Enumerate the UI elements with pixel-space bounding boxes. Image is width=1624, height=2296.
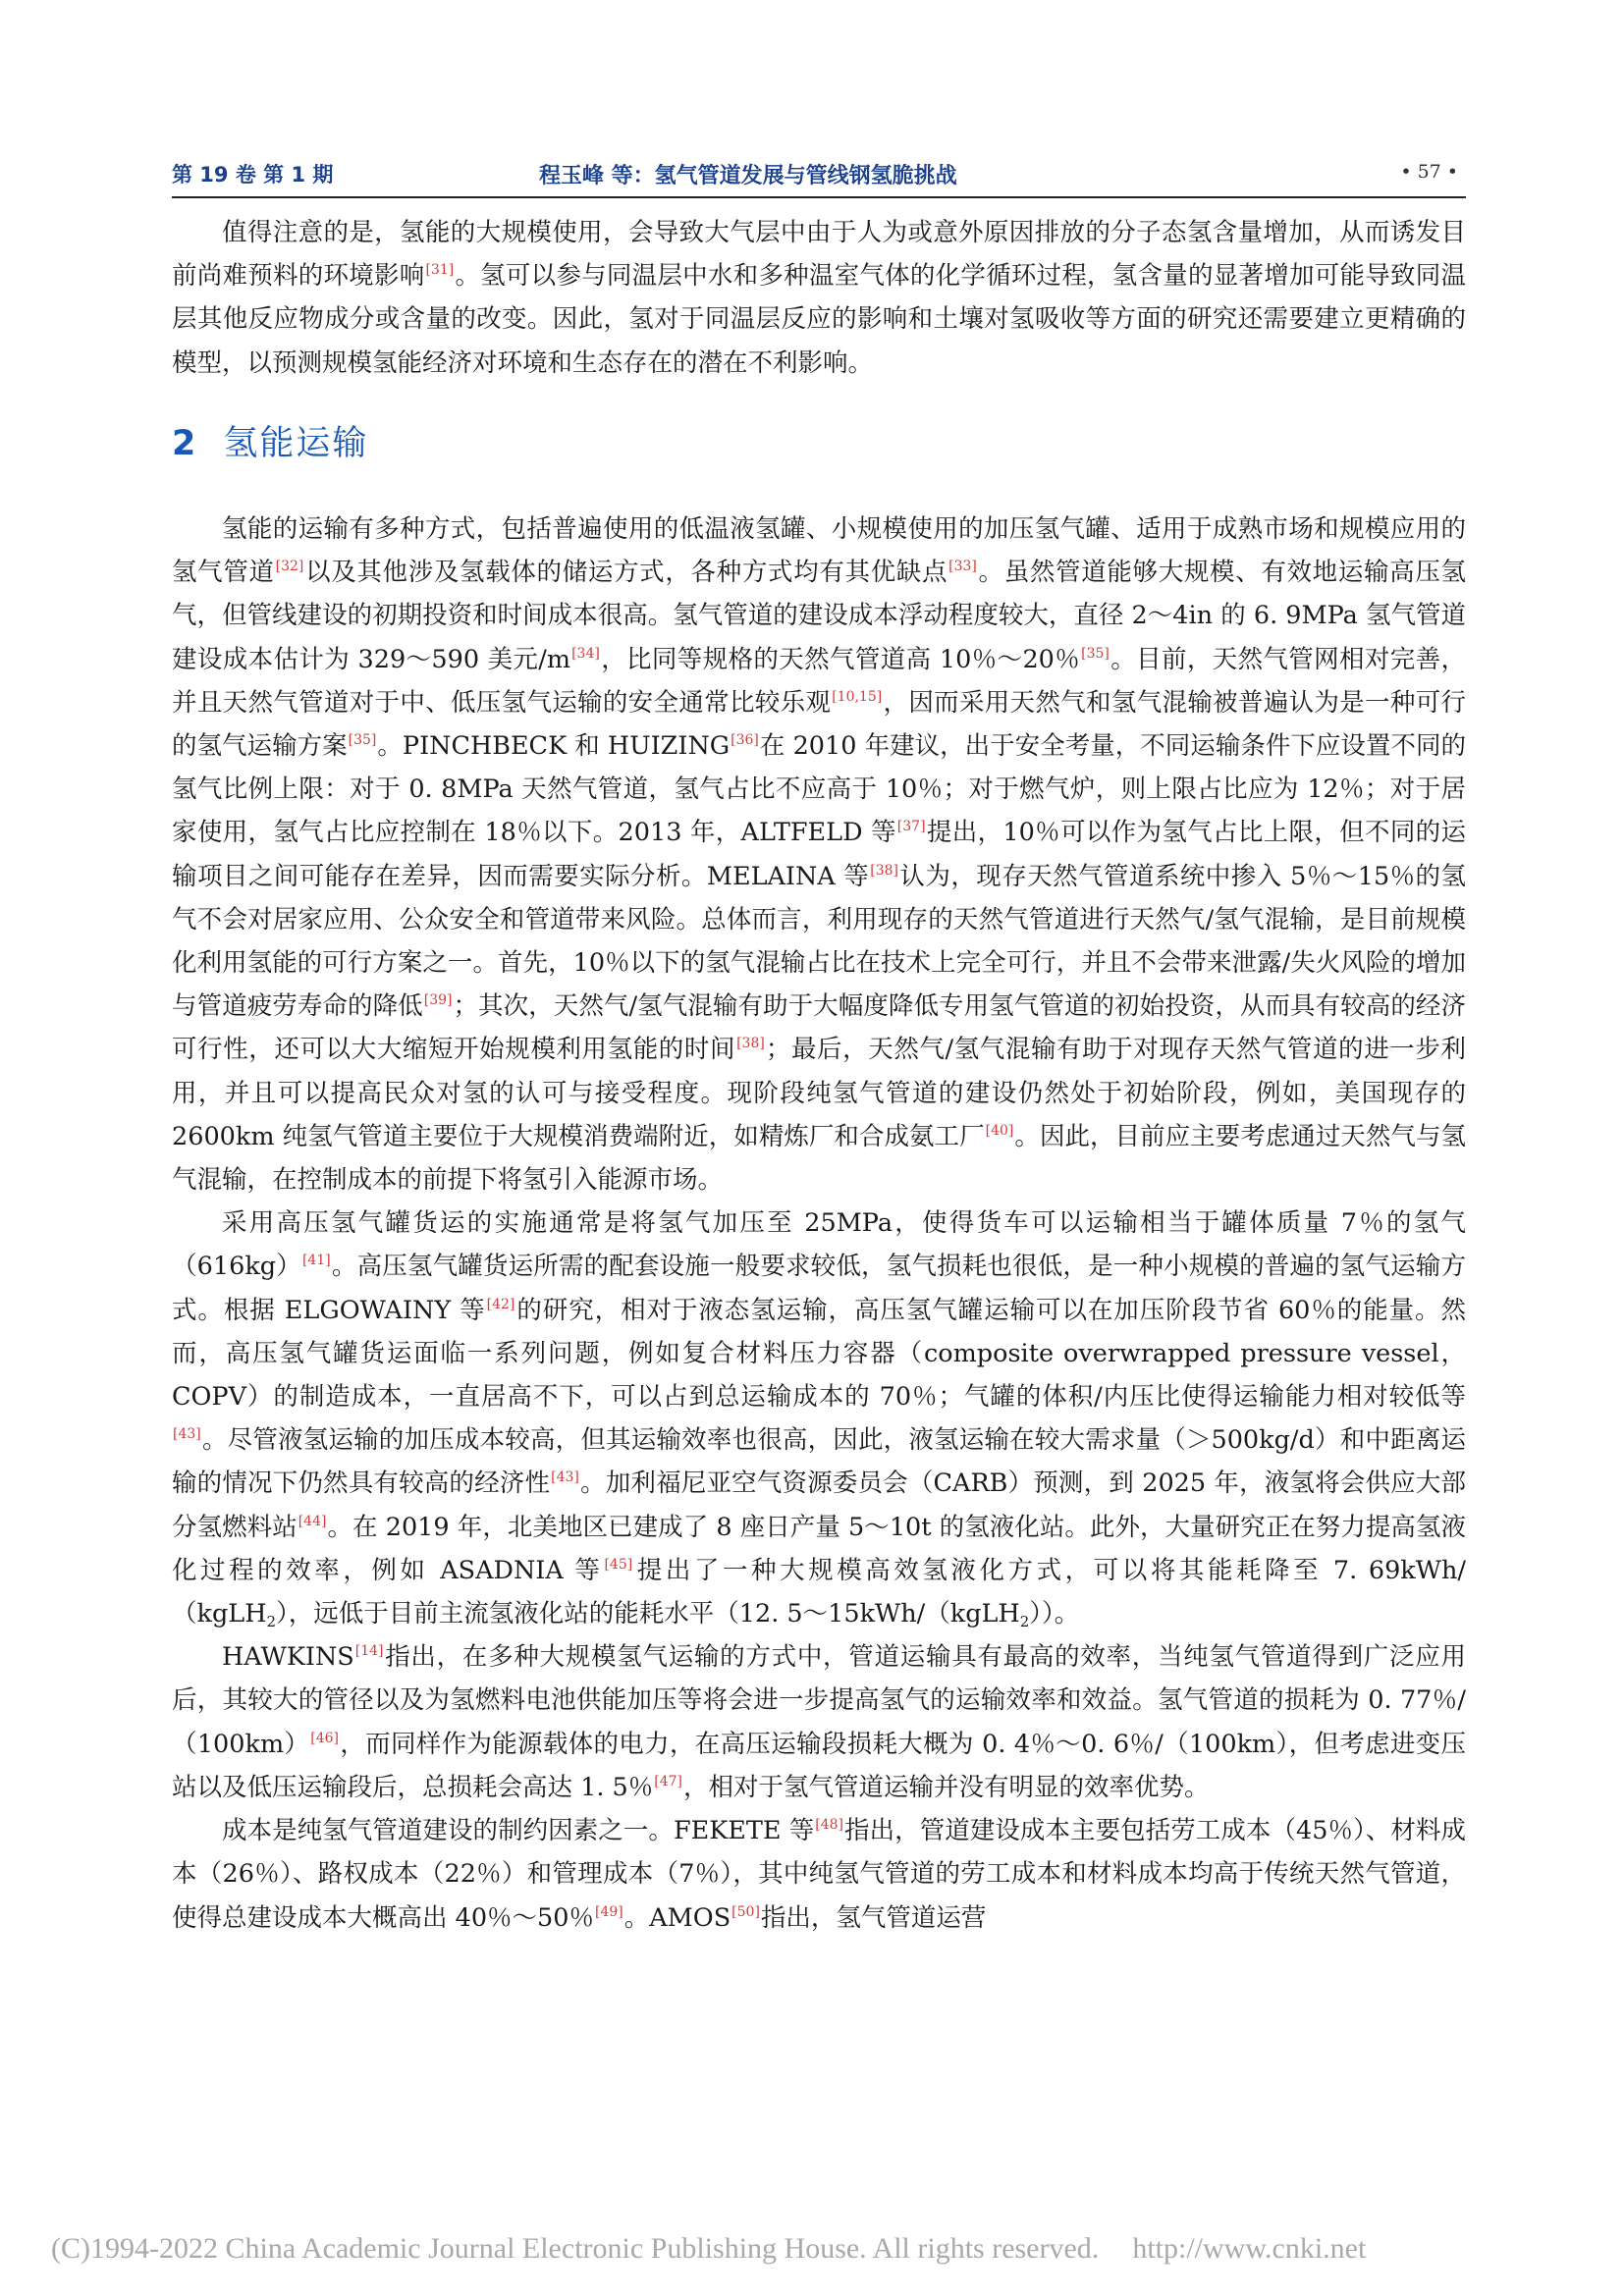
text-run: 。PINCHBECK 和 HUIZING bbox=[377, 731, 731, 762]
citation-link[interactable]: [41] bbox=[301, 1253, 331, 1269]
footer-url: http://www.cnki.net bbox=[1132, 2232, 1367, 2265]
text-run: 成本是纯氢气管道建设的制约因素之一。FEKETE 等 bbox=[222, 1816, 815, 1846]
text-run: 。AMOS bbox=[623, 1902, 731, 1933]
text-run: 。目前，天然气管网相对完善，并且天然气管道对于中、低压氢气运输的安全通常比较乐观 bbox=[172, 644, 1466, 718]
copyright-text: (C)1994-2022 China Academic Journal Electronic Publishing House. All rights reserved. bbox=[51, 2232, 1100, 2265]
citation-link[interactable]: [36] bbox=[731, 732, 759, 749]
paragraph bbox=[172, 1201, 1466, 1635]
citation-link[interactable]: [10,15] bbox=[832, 688, 883, 705]
citation-link[interactable]: [31] bbox=[425, 262, 455, 279]
text-run: 提出了一种大规模高效氢液化方式，可以将其能耗降至 7. 69kWh/（kgLH bbox=[172, 1555, 1466, 1629]
text-run: 。高压氢气罐货运所需的配套设施一般要求较低，氢气损耗也很低，是一种小规模的普遍的氢气运输方式。根据 ELGOWAINY 等 bbox=[172, 1252, 1466, 1325]
citation-link[interactable]: [50] bbox=[731, 1903, 760, 1920]
journal-issue: 第 19 卷 第 1 期 bbox=[172, 163, 334, 187]
section-number: 2 bbox=[172, 424, 198, 463]
subscript: 2 bbox=[1019, 1613, 1030, 1631]
text-run: 氢能的运输有多种方式，包括普遍使用的低温液氢罐、小规模使用的加压氢气罐、适用于成熟市场和规模应用的氢气管道 bbox=[172, 514, 1466, 588]
citation-link[interactable]: [32] bbox=[275, 559, 304, 575]
page-number: • 57 • bbox=[1400, 161, 1458, 183]
citation-link[interactable]: [43] bbox=[173, 1426, 201, 1443]
citation-link[interactable]: [37] bbox=[896, 819, 926, 835]
citation-link[interactable]: [42] bbox=[486, 1296, 515, 1312]
citation-link[interactable]: [14] bbox=[354, 1643, 384, 1660]
text-run: 值得注意的是，氢能的大规模使用，会导致大气层中由于人为或意外原因排放的分子态氢含量增加，从而诱发目前尚难预料的环境影响 bbox=[172, 218, 1466, 292]
copyright-footer bbox=[51, 2232, 1583, 2266]
paragraph bbox=[172, 211, 1466, 385]
citation-link[interactable]: [35] bbox=[1081, 645, 1110, 662]
text-run: 指出，氢气管道运营 bbox=[760, 1902, 987, 1933]
citation-link[interactable]: [34] bbox=[571, 645, 600, 662]
text-run: 。因此，目前应主要考虑通过天然气与氢气混输，在控制成本的前提下将氢引入能源市场。 bbox=[172, 1121, 1466, 1196]
text-run: 认为，现存天然气管道系统中掺入 5％～15％的氢气不会对居家应用、公众安全和管道带来风险。总体而言，利用现存的天然气管道进行天然气/氢气混输，是目前规模化利用氢能的可行方案之一。首先，10％以下的氢气混输占比在技术上完全可行，并且不会带来泄露/失火风险的增加与管道疲劳寿命的降低 bbox=[172, 861, 1467, 1022]
running-title: 程玉峰 等：氢气管道发展与管线钢氢脆挑战 bbox=[539, 164, 957, 188]
text-run: 采用高压氢气罐货运的实施通常是将氢气加压至 25MPa，使得货车可以运输相当于罐体质量 7％的氢气（616kg） bbox=[172, 1208, 1466, 1282]
text-run: 。尽管液氢运输的加压成本较高，但其运输效率也很高，因此，液氢运输在较大需求量（＞500kg/d）和中距离运输的情况下仍然具有较高的经济性 bbox=[172, 1425, 1466, 1499]
text-run: ，相对于氢气管道运输并没有明显的效率优势。 bbox=[683, 1772, 1210, 1802]
citation-link[interactable]: [38] bbox=[870, 862, 898, 879]
citation-link[interactable]: [48] bbox=[815, 1817, 843, 1834]
paragraph bbox=[172, 507, 1466, 1201]
text-run: ），远低于目前主流氢液化站的能耗水平（12. 5～15kWh/（kgLH bbox=[276, 1599, 1020, 1629]
text-run: 。氢可以参与同温层中水和多种温室气体的化学循环过程，氢含量的显著增加可能导致同温层其他反应物成分或含量的改变。因此，氢对于同温层反应的影响和土壤对氢吸收等方面的研究还需要建立更精确的模型，以预测规模氢能经济对环境和生态存在的潜在不利影响。 bbox=[172, 261, 1466, 378]
citation-link[interactable]: [45] bbox=[604, 1556, 633, 1573]
citation-link[interactable]: [35] bbox=[348, 732, 377, 749]
intro-text-block bbox=[172, 211, 1466, 385]
text-run: 指出，管道建设成本主要包括劳工成本（45％）、材料成本（26％）、路权成本（22％）和管理成本（7％），其中纯氢气管道的劳工成本和材料成本均高于传统天然气管道，使得总建设成本大概高出 40％～50％ bbox=[172, 1816, 1467, 1933]
text-run: 。加利福尼亚空气资源委员会（CARB）预测，到 2025 年，液氢将会供应大部分氢燃料站 bbox=[172, 1468, 1466, 1542]
text-run: ；最后，天然气/氢气混输有助于对现存天然气管道的进一步利用，并且可以提高民众对氢的认可与接受程度。现阶段纯氢气管道的建设仍然处于初始阶段，例如，美国现存的 2600km 纯氢气管道主要位于大规模消费端附近，如精炼厂和合成氨工厂 bbox=[172, 1035, 1466, 1151]
section-heading bbox=[172, 416, 368, 465]
text-run: ；其次，天然气/氢气混输有助于大幅度降低专用氢气管道的初始投资，从而具有较高的经济可行性，还可以大大缩短开始规模利用氢能的时间 bbox=[172, 991, 1466, 1065]
running-header bbox=[172, 157, 1466, 198]
paragraph bbox=[172, 1809, 1466, 1940]
citation-link[interactable]: [49] bbox=[595, 1903, 623, 1920]
text-run: HAWKINS bbox=[222, 1642, 354, 1673]
text-run: ，因而采用天然气和氢气混输被普遍认为是一种可行的氢气运输方案 bbox=[172, 687, 1466, 762]
text-run: 以及其他涉及氢载体的储运方式，各种方式均有其优缺点 bbox=[304, 558, 948, 588]
section-body bbox=[172, 507, 1466, 1940]
citation-link[interactable]: [40] bbox=[985, 1122, 1014, 1139]
citation-link[interactable]: [38] bbox=[736, 1036, 765, 1052]
citation-link[interactable]: [44] bbox=[298, 1513, 327, 1529]
text-run: 提出，10％可以作为氢气占比上限，但不同的运输项目之间可能存在差异，因而需要实际分析。MELAINA 等 bbox=[172, 818, 1466, 891]
subscript: 2 bbox=[266, 1613, 276, 1631]
text-run: 。虽然管道能够大规模、有效地运输高压氢气，但管线建设的初期投资和时间成本很高。氢气管道的建设成本浮动程度较大，直径 2～4in 的 6. 9MPa 氢气管道建设成本估计为 329～590 美元/m bbox=[172, 558, 1466, 674]
text-run: 指出，在多种大规模氢气运输的方式中，管道运输具有最高的效率，当纯氢气管道得到广泛应用后，其较大的管径以及为氢燃料电池供能加压等将会进一步提高氢气的运输效率和效益。氢气管道的损耗为 0. 77％/（100km） bbox=[172, 1642, 1466, 1759]
text-run: 在 2010 年建议，出于安全考量，不同运输条件下应设置不同的氢气比例上限：对于 0. 8MPa 天然气管道，氢气占比不应高于 10％；对于燃气炉，则上限占比应为 12％；对于居家使用，氢气占比应控制在 18％以下。2013 年，ALTFELD 等 bbox=[172, 731, 1466, 848]
citation-link[interactable]: [33] bbox=[948, 559, 977, 575]
citation-link[interactable]: [46] bbox=[310, 1730, 340, 1746]
citation-link[interactable]: [43] bbox=[551, 1469, 579, 1486]
text-run: ，而同样作为能源载体的电力，在高压运输段损耗大概为 0. 4％～0. 6％/（100km），但考虑进变压站以及低压运输段后，总损耗会高达 1. 5％ bbox=[172, 1729, 1466, 1802]
text-run: ，比同等规格的天然气管道高 10％～20％ bbox=[600, 644, 1081, 674]
text-run: 。在 2019 年，北美地区已建成了 8 座日产量 5～10t 的氢液化站。此外，大量研究正在努力提高氢液化过程的效率，例如 ASADNIA 等 bbox=[172, 1512, 1466, 1585]
citation-link[interactable]: [47] bbox=[654, 1773, 683, 1789]
paragraph bbox=[172, 1635, 1466, 1809]
section-title: 氢能运输 bbox=[223, 424, 369, 463]
text-run: ））。 bbox=[1029, 1599, 1080, 1629]
text-run: 的研究，相对于液态氢运输，高压氢气罐运输可以在加压阶段节省 60％的能量。然而，高压氢气罐货运面临一系列问题，例如复合材料压力容器（composite overwrapped pressure vessel，COPV）的制造成本，一直居高不下，可以占到总运输成本的 70％；气罐的体积/内压比使得运输能力相对较低等 bbox=[172, 1295, 1466, 1413]
citation-link[interactable]: [39] bbox=[423, 992, 453, 1009]
